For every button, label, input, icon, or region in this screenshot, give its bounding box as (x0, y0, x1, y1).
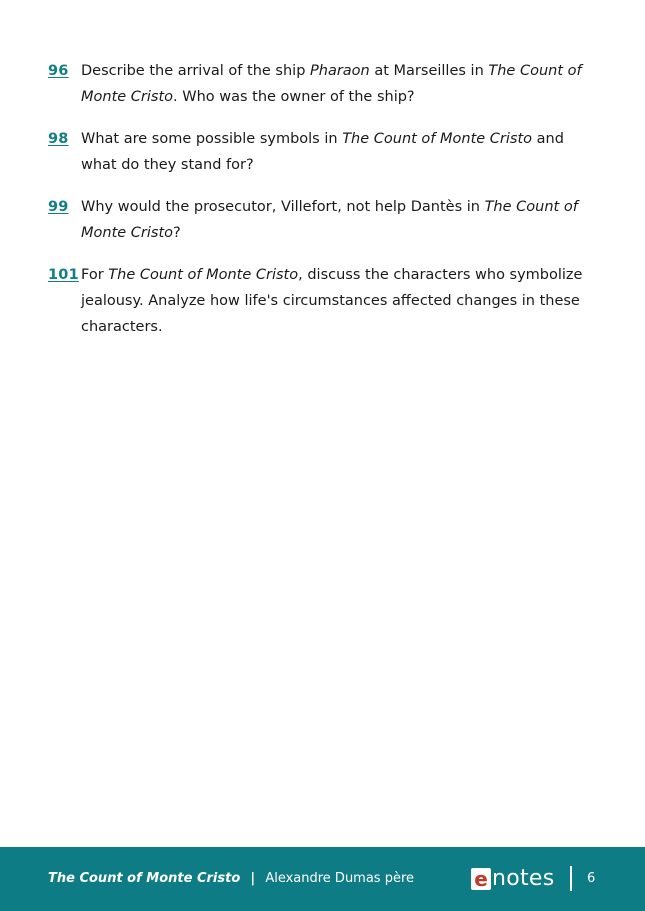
italic-title-text: The Count of Monte Cristo (81, 199, 578, 241)
italic-title-text: The Count of Monte Cristo (342, 131, 533, 147)
question-text-segment: What are some possible symbols in (81, 131, 343, 147)
page-footer (0, 847, 645, 911)
question-number-link[interactable]: 98 (48, 131, 69, 147)
question-text-segment: ? (173, 225, 181, 241)
italic-title-text: Pharaon (310, 63, 370, 79)
enotes-logo-text: notes (492, 866, 555, 891)
question-text-segment: For (81, 267, 109, 283)
footer-author: Alexandre Dumas père (265, 871, 415, 886)
enotes-logo-e-icon: e (471, 868, 491, 890)
question-text-segment: Describe the arrival of the ship (81, 63, 311, 79)
question-number-link[interactable]: 96 (48, 63, 69, 79)
question-text (81, 262, 596, 340)
question-text (81, 194, 596, 246)
italic-title-text: The Count of Monte Cristo (81, 63, 582, 105)
question-text-segment: and what do they stand for? (81, 131, 564, 173)
footer-book-title: The Count of Monte Cristo (48, 871, 241, 886)
footer-divider (570, 866, 572, 891)
question-item (48, 262, 596, 340)
italic-title-text: The Count of Monte Cristo (108, 267, 299, 283)
question-item (48, 194, 596, 246)
question-text-segment: at Marseilles in (369, 63, 489, 79)
question-number-link[interactable]: 101 (48, 267, 79, 283)
question-text-segment: , discuss the characters who symbolize jealousy. Analyze how life's circumstances affected changes in these characters. (81, 267, 583, 335)
question-text (81, 126, 596, 178)
question-text (81, 58, 596, 110)
question-number-link[interactable]: 99 (48, 199, 69, 215)
footer-book-info (48, 871, 414, 887)
footer-separator: | (250, 871, 256, 886)
question-list (48, 58, 596, 356)
enotes-logo[interactable] (471, 866, 555, 892)
question-text-segment: Why would the prosecutor, Villefort, not help Dantès in (81, 199, 485, 215)
page-number: 6 (587, 871, 596, 886)
question-item (48, 58, 596, 110)
question-item (48, 126, 596, 178)
question-text-segment: . Who was the owner of the ship? (173, 89, 415, 105)
